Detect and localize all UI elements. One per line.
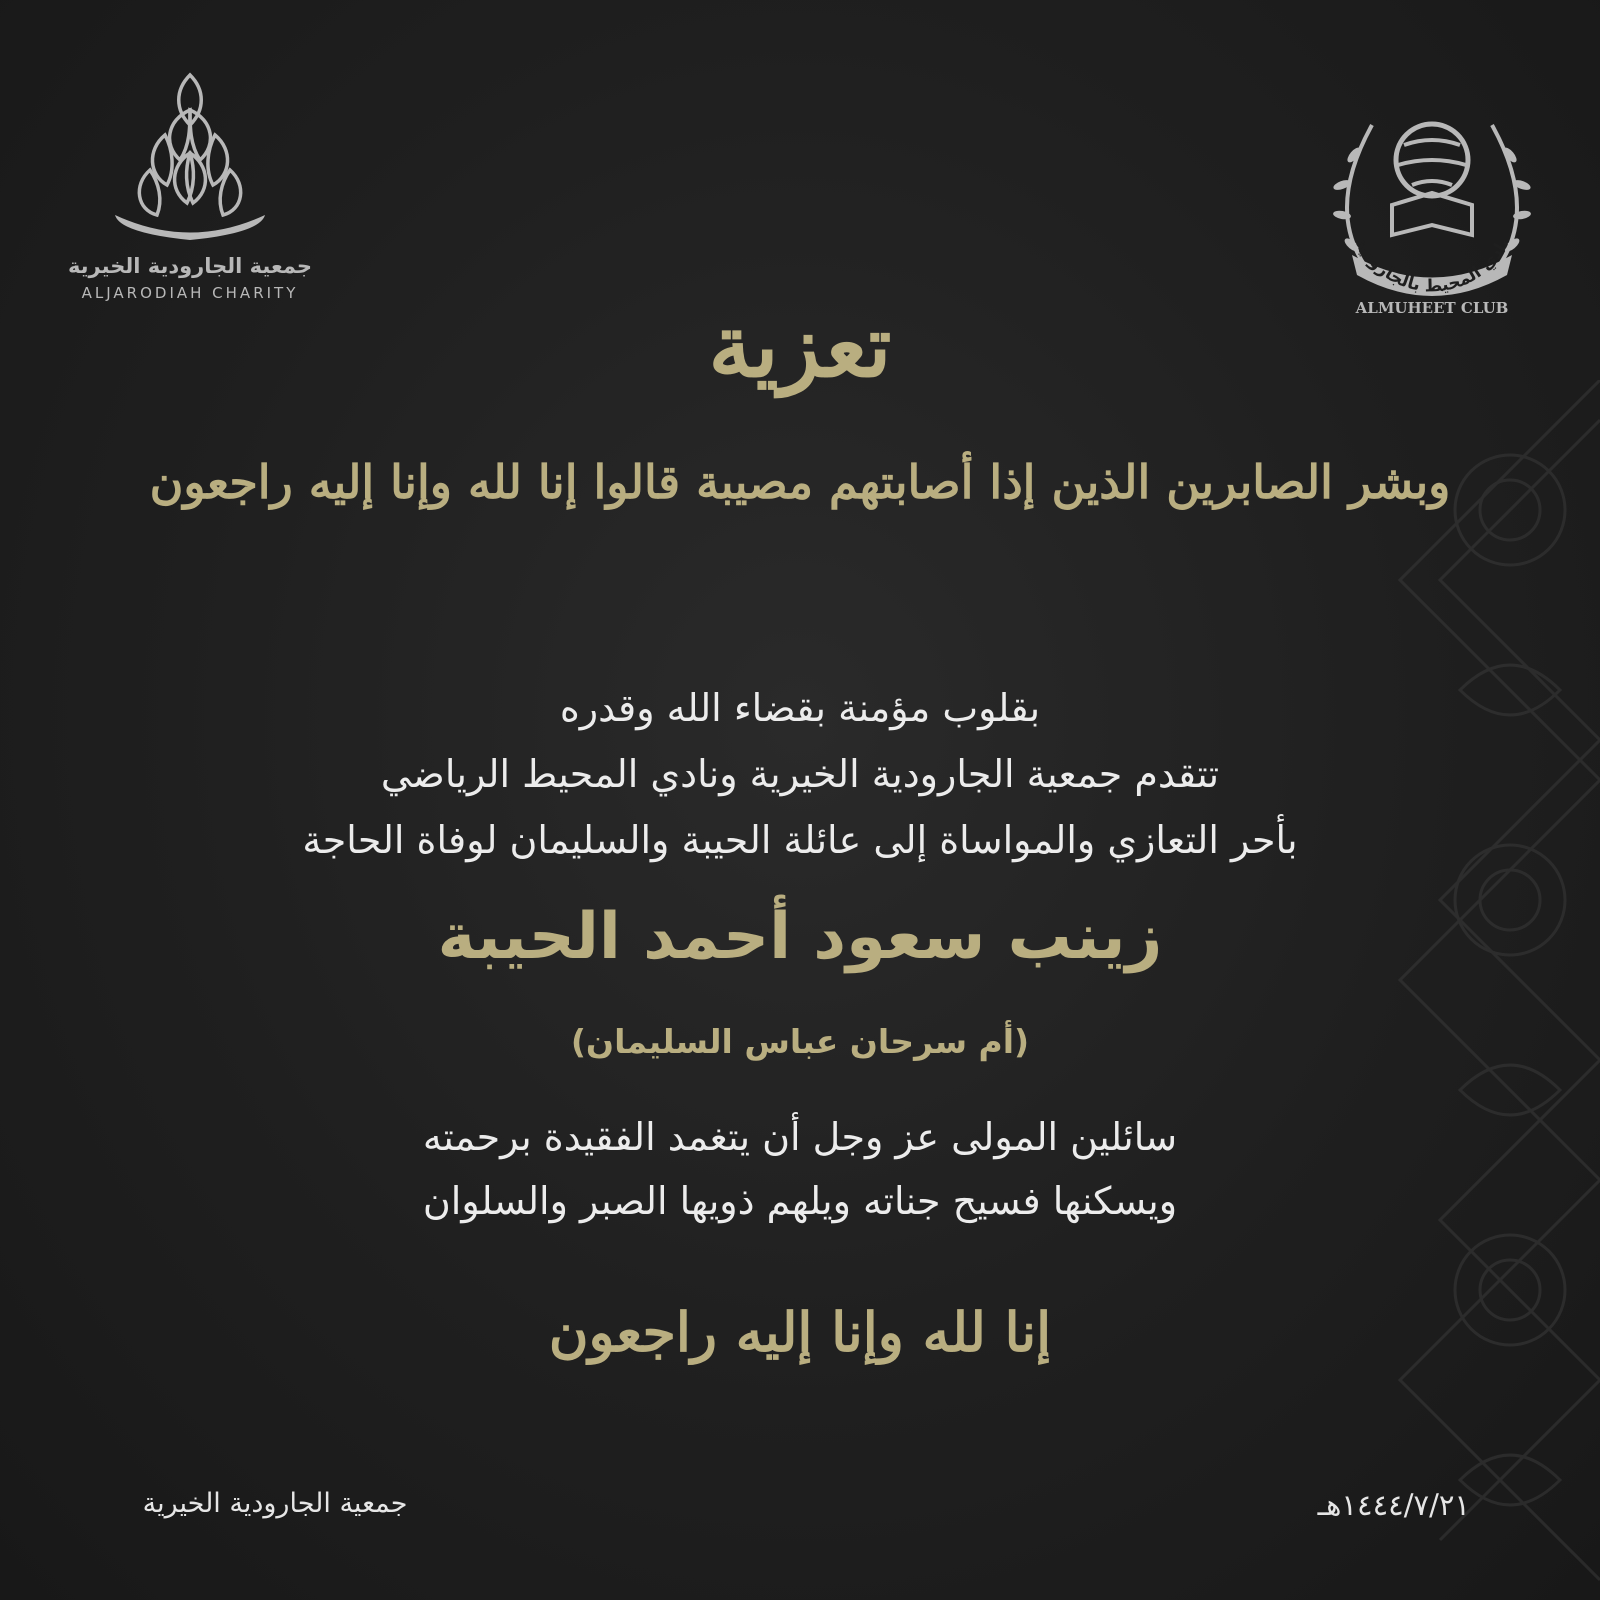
deceased-relation: (أم سرحان عباس السليمان) [570,1022,1030,1061]
intro-line: بأحر التعازي والمواساة إلى عائلة الحيبة والسليمان لوفاة الحاجة [302,818,1298,862]
arabesque-ornament [1340,380,1600,1600]
club-name-arabic: نادي المحيط بالجارودية [1350,234,1514,297]
intro-line: تتقدم جمعية الجارودية الخيرية ونادي المحيط الرياضي [380,752,1220,796]
quran-verse: وبشر الصابرين الذين إذا أصابتهم مصيبة قالوا إنا لله وإنا إليه راجعون [149,455,1451,509]
club-name-english: ALMUHEET CLUB [1355,299,1509,317]
condolence-heading: تعزية [708,296,892,397]
book-handshake-icon [1392,193,1472,235]
footer-date: ١٤٤٤/٧/٢١هـ [1317,1488,1470,1522]
deceased-name: زينب سعود أحمد الحيبة [437,900,1163,974]
intro-line: بقلوب مؤمنة بقضاء الله وقدره [559,686,1041,730]
charity-name-english: ALJARODIAH CHARITY [81,284,299,302]
prayer-text [0,1105,1600,1233]
aljarodiah-charity-logo [55,65,325,325]
prayer-line: ويسكنها فسيح جناته ويلهم ذويها الصبر والسلوان [422,1179,1178,1223]
wheat-sprig-boat-icon [95,65,285,250]
prayer-line: سائلين المولى عز وجل أن يتغمد الفقيدة برحمته [422,1115,1178,1159]
charity-name-arabic: جمعية الجارودية الخيرية [67,254,313,278]
footer-organization: جمعية الجارودية الخيرية [142,1488,408,1519]
closing-calligraphy: إنا لله وإنا إليه راجعون [548,1300,1052,1364]
intro-text [0,675,1600,873]
svg-text:نادي المحيط بالجارودية [1350,235,1514,297]
almuheet-club-logo [1312,85,1552,325]
